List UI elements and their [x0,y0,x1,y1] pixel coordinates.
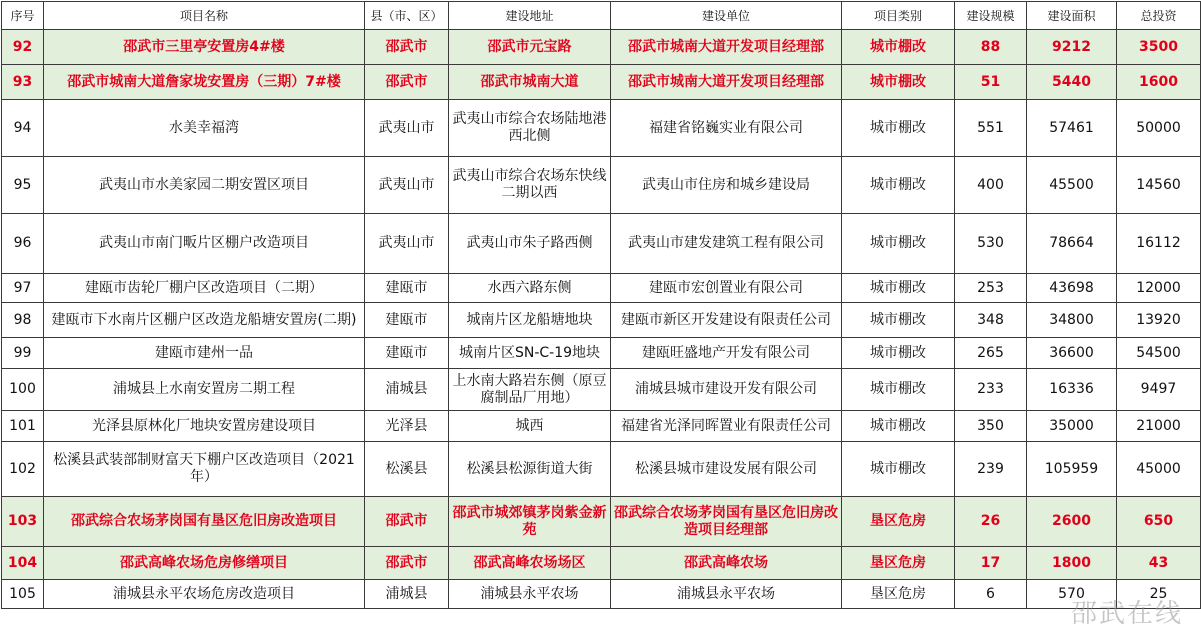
header-county: 县（市、区） [365,2,449,30]
cell-no: 98 [2,303,44,338]
cell-area: 9212 [1027,30,1117,65]
cell-county: 武夷山市 [365,157,449,214]
cell-scale: 265 [955,338,1027,369]
cell-unit: 建瓯市宏创置业有限公司 [611,274,842,303]
cell-area: 45500 [1027,157,1117,214]
cell-unit: 浦城县永平农场 [611,580,842,609]
cell-name: 水美幸福湾 [44,100,365,157]
cell-investment: 45000 [1117,442,1201,497]
table-row [2,547,1201,580]
cell-unit: 武夷山市建发建筑工程有限公司 [611,214,842,274]
cell-area: 2600 [1027,497,1117,547]
cell-investment: 650 [1117,497,1201,547]
cell-investment: 25 [1117,580,1201,609]
table-row [2,30,1201,65]
cell-category: 城市棚改 [842,157,955,214]
cell-county: 建瓯市 [365,303,449,338]
cell-investment: 12000 [1117,274,1201,303]
cell-investment: 21000 [1117,411,1201,442]
cell-address: 城南片区SN-C-19地块 [449,338,611,369]
cell-address: 松溪县松源街道大街 [449,442,611,497]
cell-no: 99 [2,338,44,369]
cell-no: 95 [2,157,44,214]
cell-name: 光泽县原林化厂地块安置房建设项目 [44,411,365,442]
header-area: 建设面积 [1027,2,1117,30]
cell-scale: 26 [955,497,1027,547]
cell-area: 36600 [1027,338,1117,369]
cell-address: 邵武市城南大道 [449,65,611,100]
cell-address: 城西 [449,411,611,442]
header-category: 项目类别 [842,2,955,30]
cell-county: 浦城县 [365,580,449,609]
cell-category: 城市棚改 [842,338,955,369]
cell-unit: 建瓯旺盛地产开发有限公司 [611,338,842,369]
header-name: 项目名称 [44,2,365,30]
cell-scale: 233 [955,369,1027,411]
cell-county: 邵武市 [365,497,449,547]
cell-unit: 浦城县城市建设开发有限公司 [611,369,842,411]
cell-area: 35000 [1027,411,1117,442]
cell-no: 103 [2,497,44,547]
cell-scale: 239 [955,442,1027,497]
cell-no: 97 [2,274,44,303]
table-row [2,100,1201,157]
cell-county: 邵武市 [365,547,449,580]
cell-category: 城市棚改 [842,100,955,157]
header-scale: 建设规模 [955,2,1027,30]
cell-address: 邵武高峰农场场区 [449,547,611,580]
cell-area: 1800 [1027,547,1117,580]
header-investment: 总投资 [1117,2,1201,30]
cell-investment: 14560 [1117,157,1201,214]
cell-unit: 邵武市城南大道开发项目经理部 [611,65,842,100]
cell-category: 城市棚改 [842,442,955,497]
cell-investment: 13920 [1117,303,1201,338]
table-row [2,369,1201,411]
cell-county: 浦城县 [365,369,449,411]
cell-no: 105 [2,580,44,609]
cell-unit: 建瓯市新区开发建设有限责任公司 [611,303,842,338]
table-row [2,65,1201,100]
cell-name: 松溪县武装部制财富天下棚户区改造项目（2021年） [44,442,365,497]
header-unit: 建设单位 [611,2,842,30]
cell-address: 水西六路东侧 [449,274,611,303]
cell-investment: 1600 [1117,65,1201,100]
cell-area: 78664 [1027,214,1117,274]
cell-unit: 武夷山市住房和城乡建设局 [611,157,842,214]
watermark: 邵武在线 [1070,599,1183,629]
table-row [2,338,1201,369]
cell-area: 16336 [1027,369,1117,411]
cell-unit: 邵武高峰农场 [611,547,842,580]
cell-scale: 17 [955,547,1027,580]
cell-scale: 530 [955,214,1027,274]
cell-investment: 9497 [1117,369,1201,411]
cell-area: 5440 [1027,65,1117,100]
cell-no: 96 [2,214,44,274]
cell-unit: 福建省铭巍实业有限公司 [611,100,842,157]
cell-category: 垦区危房 [842,497,955,547]
cell-address: 武夷山市综合农场陆地港西北侧 [449,100,611,157]
cell-unit: 邵武市城南大道开发项目经理部 [611,30,842,65]
header-address: 建设地址 [449,2,611,30]
cell-county: 建瓯市 [365,338,449,369]
cell-name: 建瓯市齿轮厂棚户区改造项目（二期） [44,274,365,303]
cell-name: 建瓯市下水南片区棚户区改造龙船塘安置房(二期) [44,303,365,338]
cell-address: 浦城县永平农场 [449,580,611,609]
cell-no: 92 [2,30,44,65]
cell-name: 建瓯市建州一品 [44,338,365,369]
cell-area: 43698 [1027,274,1117,303]
cell-no: 102 [2,442,44,497]
cell-scale: 551 [955,100,1027,157]
cell-investment: 50000 [1117,100,1201,157]
cell-county: 武夷山市 [365,214,449,274]
cell-scale: 6 [955,580,1027,609]
cell-address: 武夷山市朱子路西侧 [449,214,611,274]
cell-county: 光泽县 [365,411,449,442]
cell-address: 武夷山市综合农场东快线二期以西 [449,157,611,214]
cell-scale: 400 [955,157,1027,214]
table-row [2,442,1201,497]
cell-county: 邵武市 [365,65,449,100]
table-row [2,274,1201,303]
cell-unit: 松溪县城市建设发展有限公司 [611,442,842,497]
cell-investment: 54500 [1117,338,1201,369]
table-row [2,303,1201,338]
cell-scale: 253 [955,274,1027,303]
cell-name: 武夷山市南门畈片区棚户改造项目 [44,214,365,274]
table-row [2,411,1201,442]
cell-address: 城南片区龙船塘地块 [449,303,611,338]
cell-category: 城市棚改 [842,303,955,338]
cell-name: 武夷山市水美家园二期安置区项目 [44,157,365,214]
cell-county: 建瓯市 [365,274,449,303]
cell-area: 34800 [1027,303,1117,338]
cell-no: 94 [2,100,44,157]
cell-county: 武夷山市 [365,100,449,157]
header-no: 序号 [2,2,44,30]
table-row [2,497,1201,547]
cell-name: 浦城县永平农场危房改造项目 [44,580,365,609]
cell-address: 上水南大路岩东侧（原豆腐制品厂用地） [449,369,611,411]
cell-category: 城市棚改 [842,65,955,100]
cell-unit: 福建省光泽同晖置业有限责任公司 [611,411,842,442]
cell-name: 邵武高峰农场危房修缮项目 [44,547,365,580]
cell-no: 101 [2,411,44,442]
cell-category: 城市棚改 [842,30,955,65]
cell-category: 垦区危房 [842,547,955,580]
cell-scale: 88 [955,30,1027,65]
cell-category: 城市棚改 [842,411,955,442]
table-row [2,157,1201,214]
cell-scale: 350 [955,411,1027,442]
cell-area: 105959 [1027,442,1117,497]
cell-category: 城市棚改 [842,214,955,274]
cell-investment: 16112 [1117,214,1201,274]
cell-no: 104 [2,547,44,580]
table-row [2,214,1201,274]
cell-investment: 43 [1117,547,1201,580]
cell-area: 57461 [1027,100,1117,157]
table-row [2,580,1201,609]
cell-name: 浦城县上水南安置房二期工程 [44,369,365,411]
cell-scale: 348 [955,303,1027,338]
header-row [2,2,1201,30]
cell-county: 邵武市 [365,30,449,65]
cell-county: 松溪县 [365,442,449,497]
cell-name: 邵武市三里亭安置房4#楼 [44,30,365,65]
cell-investment: 3500 [1117,30,1201,65]
cell-name: 邵武综合农场茅岗国有垦区危旧房改造项目 [44,497,365,547]
cell-address: 邵武市城郊镇茅岗紫金新苑 [449,497,611,547]
cell-area: 570 [1027,580,1117,609]
cell-category: 城市棚改 [842,274,955,303]
cell-name: 邵武市城南大道詹家垅安置房（三期）7#楼 [44,65,365,100]
cell-no: 100 [2,369,44,411]
project-table [1,1,1201,609]
cell-no: 93 [2,65,44,100]
cell-unit: 邵武综合农场茅岗国有垦区危旧房改造项目经理部 [611,497,842,547]
cell-category: 垦区危房 [842,580,955,609]
cell-address: 邵武市元宝路 [449,30,611,65]
cell-category: 城市棚改 [842,369,955,411]
cell-scale: 51 [955,65,1027,100]
